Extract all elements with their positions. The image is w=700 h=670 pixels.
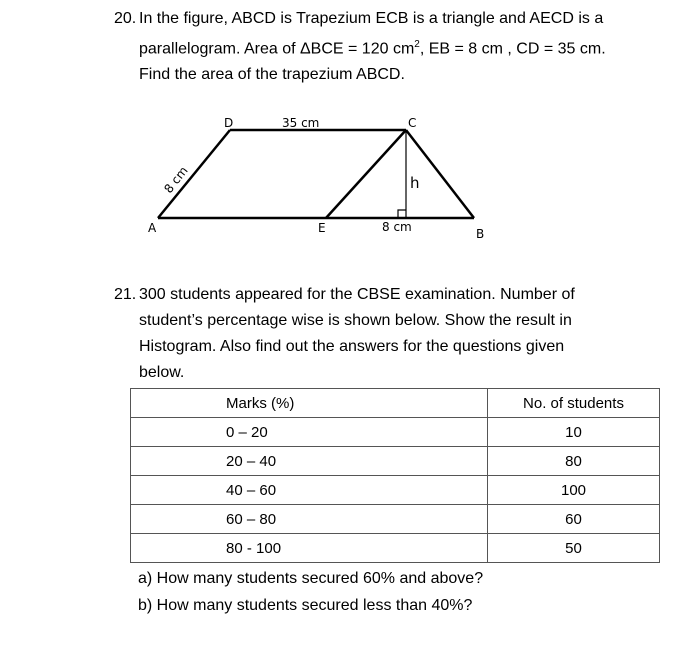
label-cd-length: 35 cm: [282, 116, 320, 130]
q21-line-3: Histogram. Also find out the answers for the questions given: [139, 338, 565, 355]
cell-students: 100: [488, 476, 660, 505]
trapezium-figure: [130, 110, 510, 245]
cell-marks: 80 - 100: [131, 534, 488, 563]
table-row: [131, 534, 660, 563]
label-e: E: [318, 221, 326, 235]
q21-line-1: [114, 282, 674, 308]
cell-marks: 0 – 20: [131, 418, 488, 447]
q21-line-4: below.: [139, 364, 185, 381]
marks-table: [130, 388, 660, 563]
cell-students: 10: [488, 418, 660, 447]
label-h: h: [410, 174, 420, 192]
cell-marks: 40 – 60: [131, 476, 488, 505]
q20-number: 20.: [114, 10, 137, 27]
sub-question-a: a) How many students secured 60% and above?: [138, 570, 484, 587]
table-row: [131, 418, 660, 447]
header-marks: Marks (%): [131, 389, 488, 418]
q20-text-2a: parallelogram. Area of ΔBCE = 120 cm: [139, 40, 415, 58]
table-row: [131, 476, 660, 505]
side-ad: [158, 130, 230, 218]
q20-line-3: Find the area of the trapezium ABCD.: [139, 66, 405, 84]
cell-students: 60: [488, 505, 660, 534]
q21-text-1: 300 students appeared for the CBSE examination. Number of: [139, 286, 575, 303]
cell-students: 80: [488, 447, 660, 476]
figure-lines: [158, 130, 474, 218]
label-d: D: [224, 116, 234, 130]
sub-question-b: b) How many students secured less than 40%?: [138, 597, 473, 614]
q20-text-2b: , EB = 8 cm , CD = 35 cm.: [419, 40, 606, 58]
question-20: [114, 6, 684, 88]
q21-number: 21.: [114, 286, 137, 303]
header-students: No. of students: [488, 389, 660, 418]
table-row: [131, 447, 660, 476]
label-eb-length: 8 cm: [382, 220, 412, 234]
label-b: B: [476, 227, 485, 241]
cell-students: 50: [488, 534, 660, 563]
table-row: [131, 505, 660, 534]
label-a: A: [148, 221, 157, 235]
q20-text-1: In the figure, ABCD is Trapezium ECB is a triangle and AECD is a: [139, 10, 604, 27]
label-c: C: [408, 116, 417, 130]
cell-marks: 20 – 40: [131, 447, 488, 476]
q21-line-2: student’s percentage wise is shown below. Show the result in: [139, 312, 572, 329]
q20-line-2: [114, 32, 684, 62]
label-ad-length: 8 cm: [161, 163, 191, 196]
q20-line-1: [114, 6, 684, 32]
q20-superscript: 2: [414, 39, 420, 50]
side-ec: [326, 130, 406, 218]
cell-marks: 60 – 80: [131, 505, 488, 534]
question-21: [114, 282, 674, 386]
table-header-row: [131, 389, 660, 418]
